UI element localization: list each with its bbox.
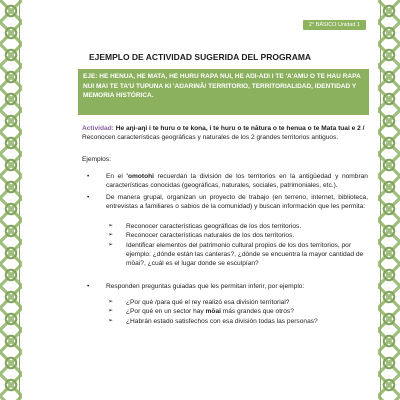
- page-title: EJEMPLO DE ACTIVIDAD SUGERIDA DEL PROGRAMA: [88, 52, 312, 62]
- arrow-bullet-icon: ➢: [108, 232, 114, 239]
- arrow-bullet-icon: ➢: [108, 223, 114, 229]
- sub-list-questions: [82, 298, 368, 326]
- sub-list-item: ➢ ¿Por qué /para qué el rey realizó esa división territorial?: [108, 299, 290, 306]
- left-decorative-border: [0, 0, 22, 400]
- activity-title: He aŋi-aŋi i te huru o te kona, i te huru o te nātura o te henua o te Mata tuai e 2 /: [113, 125, 365, 132]
- arrow-bullet-icon: ➢: [108, 241, 114, 248]
- arrow-bullet-icon: ➢: [108, 317, 114, 324]
- sub-list-item: ➢ ¿Habrán estado satisfechos con esa división todas las personas?: [108, 317, 318, 325]
- bullet-icon: •: [87, 173, 90, 180]
- sub-list-item: ➢ Reconocer características geográficas de los dos territorios.: [108, 223, 302, 230]
- sub-list-item: ➢ Identificar elementos del patrimonio cultural propios de los dos territorios, por ejemplo: ¿dónde están las canteras?, ¿dónde se encuentra la mayor cantidad de mōai?, ¿cuál es el lugar donde se esculpían?: [108, 241, 364, 268]
- list-item: • En el 'omotohi recuerdan la división de los territorios en la antigüedad y nombran características conocidas (geográficas, naturales, sociales, patrimoniales, etc.).: [87, 173, 368, 190]
- bullet-icon: •: [87, 193, 90, 201]
- activity-heading: [82, 124, 368, 133]
- activity-section: [82, 124, 368, 143]
- examples-label: Ejemplos:: [82, 156, 111, 163]
- examples-list: [82, 172, 368, 213]
- right-decorative-border: [378, 0, 400, 400]
- arrow-bullet-icon: ➢: [108, 308, 114, 315]
- sub-list-project: [82, 222, 368, 268]
- arrow-bullet-icon: ➢: [108, 299, 114, 305]
- examples-list-2: [82, 282, 368, 293]
- bullet-icon: •: [87, 283, 90, 290]
- activity-label: Actividad:: [82, 125, 114, 132]
- list-item: • Responden preguntas guiadas que les permitan inferir, por ejemplo:: [87, 283, 305, 290]
- eje-banner: EJE: HE HENUA, HE MATA, HE HURU RAPA NUI, HE AŊI-AŊI I TE 'A'AMU O TE HAU RAPA NUI MAI TE TA'U TUPUNA KI 'AŊARINĀ/ TERRITORIO, TERRITORIALIDAD, IDENTIDAD Y MEMORIA HISTÓRICA.: [78, 69, 369, 115]
- sub-list-item: ➢ ¿Por qué en un sector hay mōai más grandes que otros?: [108, 308, 294, 316]
- list-item: • De manera grupal, organizan un proyecto de trabajo (en terreno, internet, biblioteca, entrevistas a familiares o sabios de la comunidad) y buscan información que les permita:: [87, 193, 368, 210]
- sub-list-item: ➢ Reconocer características naturales de los dos territorios.: [108, 232, 295, 240]
- activity-subtitle: Reconocen características geográficas y naturales de los 2 grandes territorios antiguos.: [82, 134, 339, 142]
- grade-unit-tag: 2° BÁSICO Unidad 1: [303, 20, 366, 30]
